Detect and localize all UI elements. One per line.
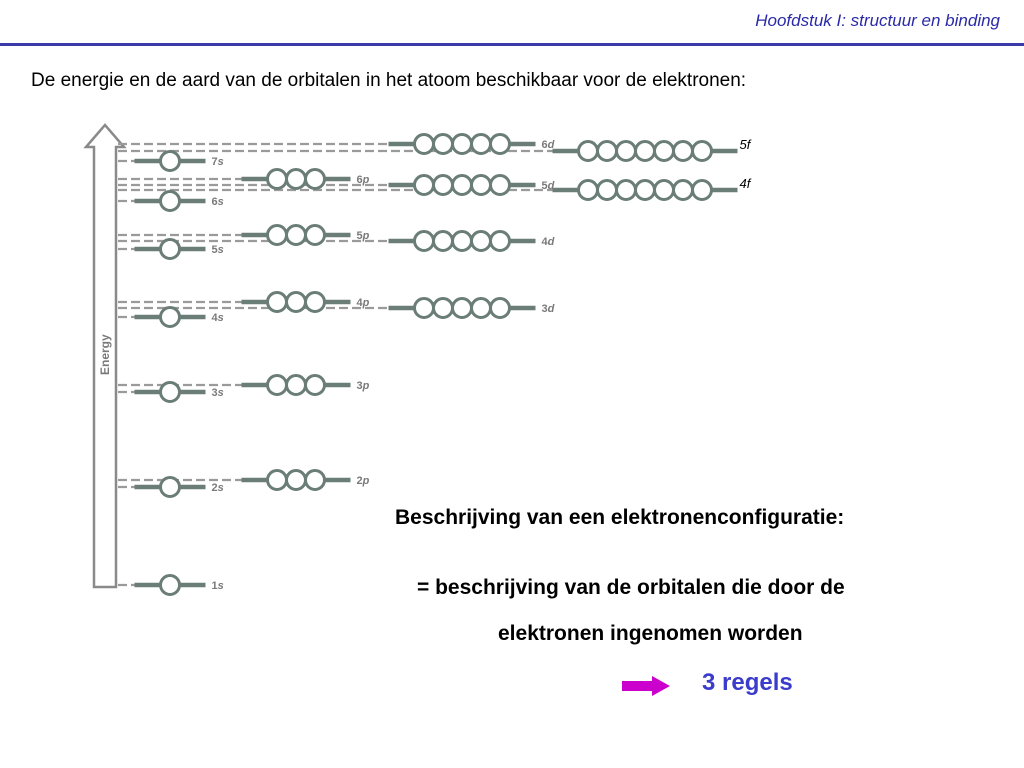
orbital-3d	[389, 299, 555, 318]
energy-arrow	[86, 125, 124, 587]
orbital-circle	[693, 181, 712, 200]
orbital-label-6p: 6p	[356, 174, 370, 186]
orbital-circle	[306, 170, 325, 189]
orbital-circle	[472, 299, 491, 318]
orbital-circle	[161, 383, 180, 402]
orbital-circle	[287, 376, 306, 395]
orbital-circle	[161, 308, 180, 327]
orbital-circle	[161, 192, 180, 211]
orbital-circle	[268, 226, 287, 245]
orbital-label-2s: 2s	[211, 482, 224, 494]
orbital-circle	[287, 226, 306, 245]
orbital-circle	[268, 471, 287, 490]
orbital-circle	[161, 240, 180, 259]
orbital-circle	[636, 181, 655, 200]
orbital-circle	[161, 152, 180, 171]
orbital-circle	[636, 142, 655, 161]
orbital-label-2p: 2p	[356, 475, 370, 487]
orbital-circle	[472, 176, 491, 195]
rules-label: 3 regels	[702, 669, 793, 696]
orbital-7s	[135, 152, 224, 171]
orbital-circle	[617, 142, 636, 161]
orbital-label-4d: 4d	[541, 236, 555, 248]
orbital-circle	[415, 299, 434, 318]
orbital-circle	[472, 232, 491, 251]
orbital-2p	[242, 471, 370, 490]
orbital-label-1s: 1s	[211, 580, 224, 592]
orbital-circle	[491, 232, 510, 251]
orbital-circle	[415, 232, 434, 251]
orbital-circle	[415, 176, 434, 195]
orbital-label-4s: 4s	[211, 312, 224, 324]
orbital-circle	[655, 181, 674, 200]
orbital-circle	[268, 293, 287, 312]
orbital-label-6d: 6d	[541, 139, 555, 151]
orbital-circle	[287, 170, 306, 189]
orbital-circle	[306, 226, 325, 245]
orbital-circle	[415, 135, 434, 154]
orbital-circle	[472, 135, 491, 154]
description-line-2: elektronen ingenomen worden	[498, 622, 803, 645]
energy-axis-label: Energy	[98, 334, 112, 375]
orbital-5s	[135, 240, 224, 259]
orbital-circle	[598, 181, 617, 200]
orbital-circle	[453, 176, 472, 195]
orbital-5d	[389, 176, 555, 195]
orbital-circle	[287, 471, 306, 490]
orbital-5f	[553, 137, 752, 161]
orbital-circle	[306, 376, 325, 395]
orbital-circle	[579, 142, 598, 161]
orbital-circle	[693, 142, 712, 161]
orbital-circle	[268, 170, 287, 189]
intro-text: De energie en de aard van de orbitalen in het atoom beschikbaar voor de elektronen:	[31, 70, 747, 91]
description-line-1: = beschrijving van de orbitalen die door de	[417, 576, 845, 599]
orbital-circle	[579, 181, 598, 200]
orbital-6s	[135, 192, 224, 211]
orbital-label-3d: 3d	[541, 303, 555, 315]
orbital-circle	[434, 176, 453, 195]
orbital-circle	[491, 135, 510, 154]
orbital-circle	[674, 181, 693, 200]
orbital-circle	[306, 293, 325, 312]
orbital-label-3p: 3p	[356, 380, 370, 392]
orbital-circle	[453, 299, 472, 318]
orbital-circle	[617, 181, 636, 200]
orbital-circle	[434, 299, 453, 318]
orbital-label-4p: 4p	[356, 297, 370, 309]
header-title: Hoofdstuk I: structuur en binding	[755, 11, 1000, 30]
orbital-label-5s: 5s	[211, 244, 224, 256]
orbital-circle	[453, 232, 472, 251]
description-heading: Beschrijving van een elektronenconfiguratie:	[395, 506, 845, 529]
orbital-3p	[242, 376, 370, 395]
orbital-circle	[434, 232, 453, 251]
orbital-4s	[135, 308, 224, 327]
orbital-circle	[674, 142, 693, 161]
orbital-circle	[306, 471, 325, 490]
orbital-circle	[655, 142, 674, 161]
orbital-label-5p: 5p	[356, 230, 370, 242]
orbital-circle	[434, 135, 453, 154]
orbital-circle	[453, 135, 472, 154]
orbital-circle	[491, 299, 510, 318]
orbital-circle	[598, 142, 617, 161]
orbital-circle	[287, 293, 306, 312]
orbital-circle	[268, 376, 287, 395]
orbital-label-5d: 5d	[541, 180, 555, 192]
orbital-4d	[389, 232, 555, 251]
right-arrow-icon	[622, 676, 670, 696]
orbital-label-5f: 5f	[739, 137, 751, 152]
orbital-label-7s: 7s	[211, 156, 224, 168]
orbital-label-6s: 6s	[211, 196, 224, 208]
orbital-circle	[491, 176, 510, 195]
orbital-label-3s: 3s	[211, 387, 224, 399]
orbital-label-4f: 4f	[739, 176, 751, 191]
orbital-4f	[553, 176, 752, 200]
orbital-circle	[161, 478, 180, 497]
